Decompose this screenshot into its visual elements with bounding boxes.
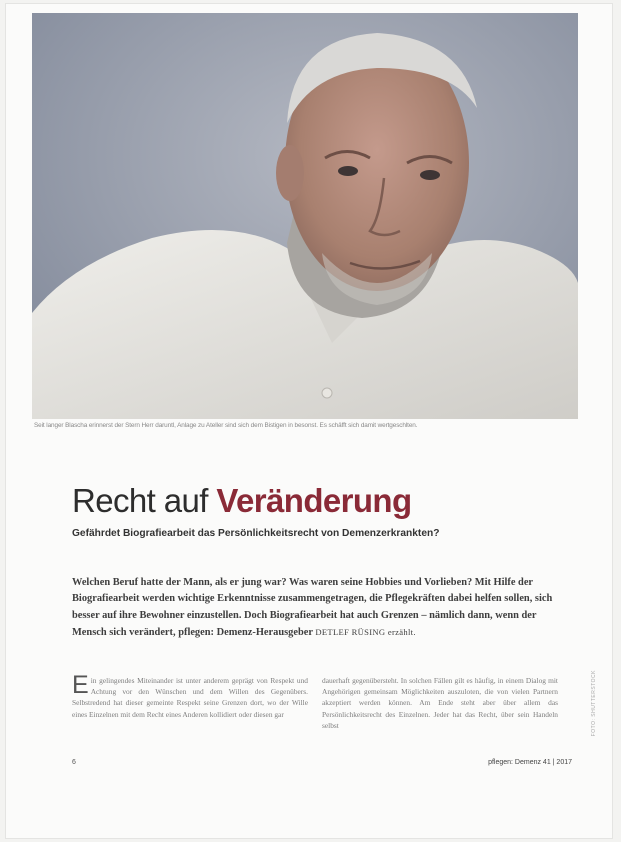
drop-cap: E — [72, 675, 89, 699]
photo-caption: Seit langer Blascha erinnerst der Stern Herr daruntl, Anlage zu Ateller sind sich dem Bistigen in besonst. Es schäfft sich damit wertgeschlten. — [34, 422, 418, 429]
page-number: 6 — [72, 759, 76, 766]
headline-plain: Recht auf — [72, 482, 217, 519]
body-column-left — [72, 675, 308, 741]
photo-credit-vertical: FOTO: SHUTTERSTOCK — [591, 670, 597, 737]
author-name: DETLEF RÜSING — [315, 627, 386, 638]
magazine-page — [6, 4, 612, 838]
magazine-masthead: pflegen: Demenz 41 | 2017 — [488, 759, 572, 766]
body-column-right: dauerhaft gegenübersteht. In solchen Fällen gilt es häufig, in einem Dialog mit Angehörigen gemeinsam Möglichkeiten auszuloten, die von vielen Partnern akzeptiert werden können. Am Ende steht aber über allem das Persönlichkeitsrecht des Einzelnen. Jeder hat das Recht, über sein Handeln selbst — [322, 676, 558, 730]
portrait-photo — [32, 13, 578, 419]
lead-text: Welchen Beruf hatte der Mann, als er jung war? Was waren seine Hobbies und Vorlieben? Mit Hilfe der Biografiearbeit werden wichtige Erkenntnisse zusammengetragen, die Pflegekräften dabei helfen sollen, sich besser auf ihre Bewohner einzustellen. Doch Biografiearbeit hat auch Grenzen – nämlich dann, wenn der Mensch sich verändert, pflegen: Demenz-Herausgeber — [72, 577, 553, 639]
body-text-left: in gelingendes Miteinander ist unter anderem geprägt von Respekt und Achtung vor den Wünschen und dem Willen des Gegenübers. Selbstredend hat dieser gemeinte Respekt seine Grenzen dort, wo der Wille eines Einzelnen mit dem Recht eines Anderen kollidiert oder diesen gar — [72, 676, 308, 719]
article-subheadline: Gefährdet Biografiearbeit das Persönlichkeitsrecht von Demenzerkrankten? — [72, 528, 440, 539]
headline-accent: Veränderung — [216, 482, 412, 519]
portrait-illustration — [32, 13, 578, 419]
article-lead — [72, 575, 558, 642]
article-headline — [72, 482, 412, 520]
author-suffix: erzählt. — [385, 627, 416, 638]
